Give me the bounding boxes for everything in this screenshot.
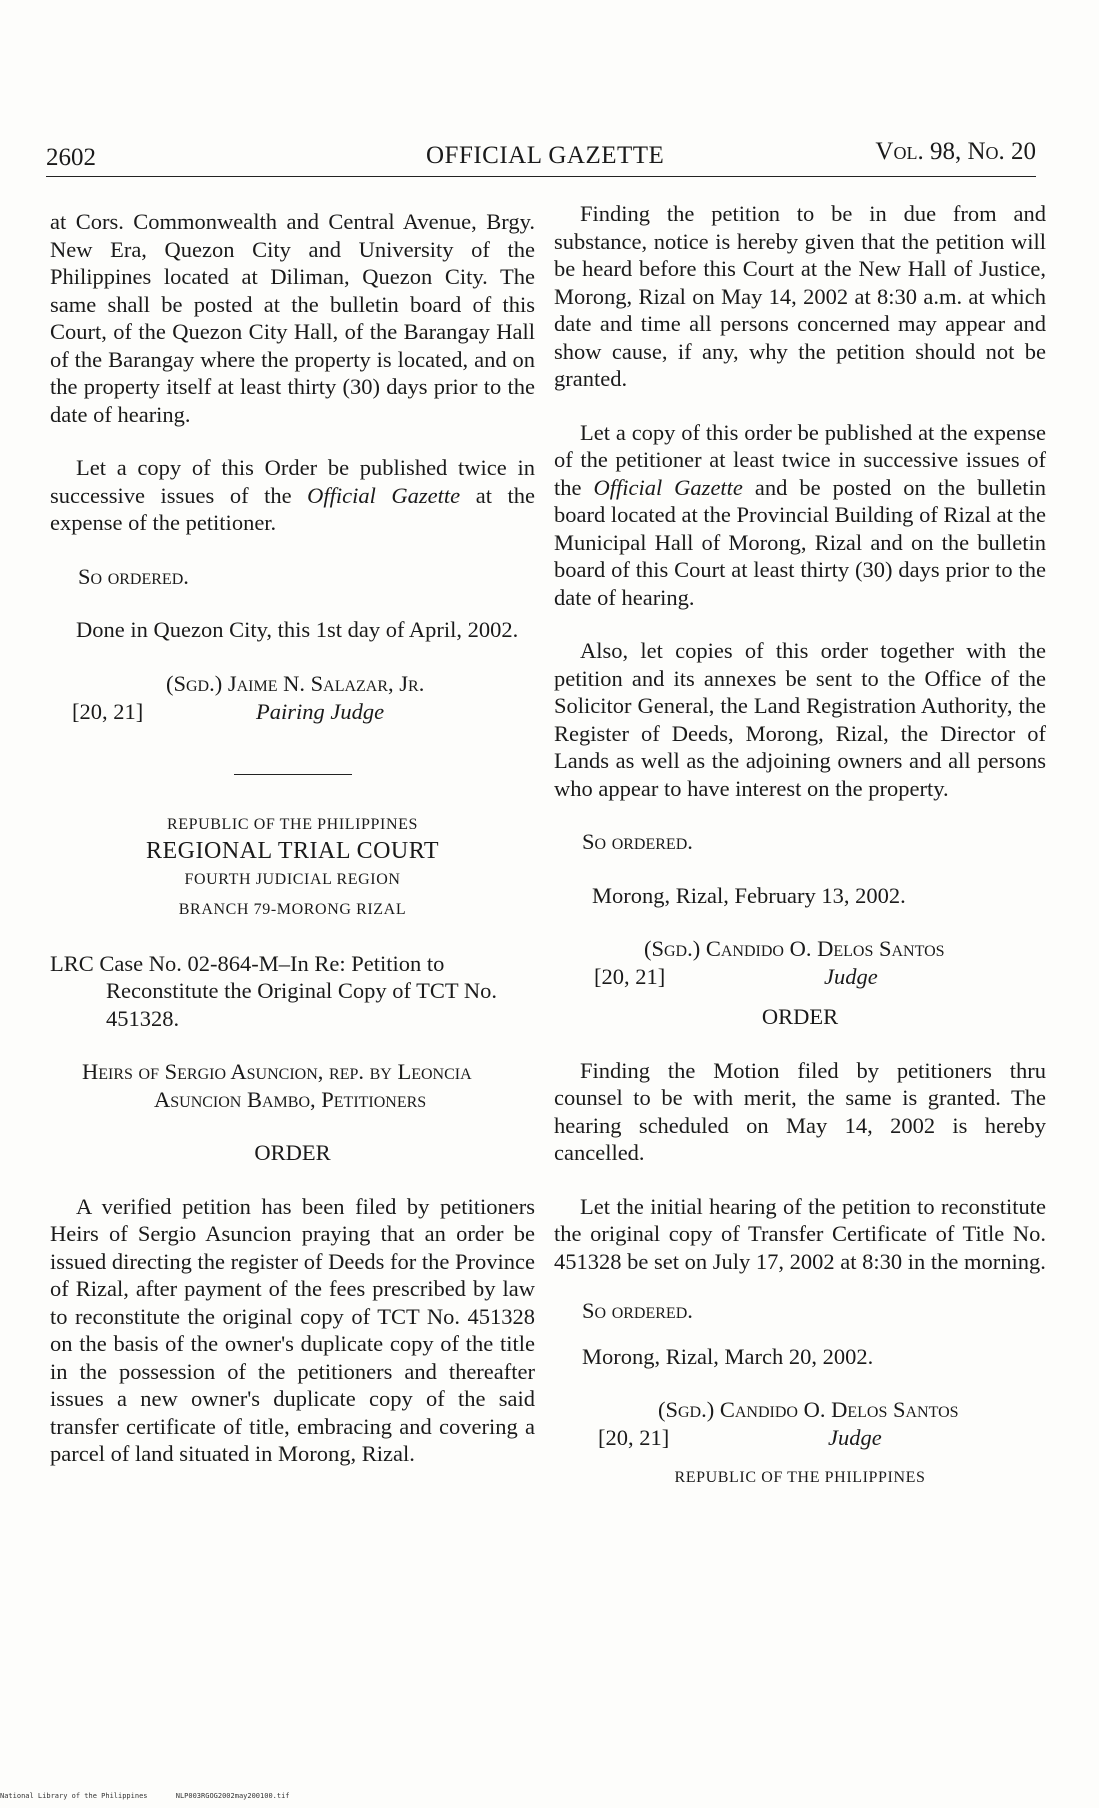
issue-numbers: [20, 21] <box>594 964 666 989</box>
issue-numbers: [20, 21] <box>598 1425 670 1450</box>
library-name: National Library of the Philippines <box>0 1792 148 1800</box>
parties: Heirs of Sergio Asuncion, rep. by Leoncia Asuncion Bambo, Petitioners <box>82 1059 472 1112</box>
republic-label: REPUBLIC OF THE PHILIPPINES <box>674 1469 926 1486</box>
done-date: Done in Quezon City, this 1st day of April, 2002. <box>76 617 519 642</box>
signatory: (Sgd.) Candido O. Delos Santos <box>644 936 945 961</box>
paragraph: Let the initial hearing of the petition to reconstitute the original copy of Transfer Certificate of Title No. 451328 be set on July 17, 2002 at 8:30 in the morning. <box>554 1193 1046 1274</box>
page-header <box>46 138 1036 178</box>
paragraph: at Cors. Commonwealth and Central Avenue, Brgy. New Era, Quezon City and University of the Philippines located at Diliman, Quezon City. The same shall be posted at the bulletin board of this Court, of the Quezon City Hall, of the Barangay Hall of the Barangay where the property is located, and on the property itself at least thirty (30) days prior to the date of hearing. <box>50 209 535 427</box>
signatory-role: Pairing Judge <box>256 698 385 724</box>
header-rule <box>46 176 1036 177</box>
order-heading: ORDER <box>254 1140 331 1165</box>
signatory-role: Judge <box>824 964 878 989</box>
case-title: LRC Case No. 02-864-M–In Re: Petition to Reconstitute the Original Copy of TCT No. 451328. <box>50 950 498 1031</box>
signatory-role: Judge <box>828 1425 882 1450</box>
signatory: (Sgd.) Jaime N. Salazar, Jr. <box>166 670 425 696</box>
order-date: Morong, Rizal, February 13, 2002. <box>592 882 906 908</box>
paragraph: A verified petition has been filed by petitioners Heirs of Sergio Asuncion praying that an order be issued directing the register of Deeds for the Province of Rizal, after payment of the fees prescribed by law to reconstitute the original copy of TCT No. 451328 on the basis of the owner's duplicate copy of the title in the possession of the petitioners and thereafter issues a new owner's duplicate copy of the said transfer certificate of title, embracing and covering a parcel of land situated in Morong, Rizal. <box>50 1193 535 1466</box>
signatory: (Sgd.) Candido O. Delos Santos <box>658 1397 959 1422</box>
paragraph: Let a copy of this Order be published twice in successive issues of the Official Gazette at the expense of the petitioner. <box>50 455 535 535</box>
paragraph: Finding the petition to be in due from and substance, notice is hereby given that the petition will be heard before this Court at the New Hall of Justice, Morong, Rizal on May 14, 2002 at 8:30 a.m. at which date and time all persons concerned may appear and show cause, if any, why the petition should not be granted. <box>554 201 1046 391</box>
left-column <box>50 208 535 1468</box>
order-heading: ORDER <box>761 1004 839 1029</box>
paragraph: Finding the Motion filed by petitioners thru counsel to be with merit, the same is granted. The hearing scheduled on May 14, 2002 is hereby cancelled. <box>554 1057 1046 1165</box>
signature-block <box>554 935 1046 993</box>
issue-numbers: [20, 21] <box>72 698 144 724</box>
right-column <box>554 200 1046 1492</box>
volume-issue: Vol. 98, No. 20 <box>875 138 1036 165</box>
publication-title: OFFICIAL GAZETTE <box>426 142 665 169</box>
republic-label: REPUBLIC OF THE PHILIPPINES <box>166 815 419 833</box>
so-ordered: So ordered. <box>78 563 189 589</box>
file-name: NLP003RGOG2002may200100.tif <box>175 1792 290 1800</box>
court-name: REGIONAL TRIAL COURT <box>146 838 439 864</box>
court-region: FOURTH JUDICIAL REGION <box>184 870 401 888</box>
so-ordered: So ordered. <box>582 829 693 854</box>
signature-block <box>554 1396 1046 1454</box>
so-ordered: So ordered. <box>582 1298 693 1323</box>
signature-block <box>50 670 535 728</box>
paragraph: Also, let copies of this order together with the petition and its annexes be sent to the Office of the Solicitor General, the Land Registration Authority, the Register of Deeds, Morong, Rizal, the Director of Lands as well as the adjoining owners and all persons who appear to have interest on the property. <box>554 638 1046 801</box>
scan-footer <box>0 1792 290 1800</box>
paragraph: Let a copy of this order be published at the expense of the petitioner at least twice in successive issues of the Official Gazette and be posted on the bulletin board located at the Provincial Building of Rizal at the Municipal Hall of Morong, Rizal and on the bulletin board of this Court at least thirty (30) days prior to the date of hearing. <box>554 419 1046 610</box>
court-branch: BRANCH 79-MORONG RIZAL <box>178 901 407 918</box>
order-date: Morong, Rizal, March 20, 2002. <box>582 1343 874 1369</box>
page-number: 2602 <box>46 144 96 171</box>
